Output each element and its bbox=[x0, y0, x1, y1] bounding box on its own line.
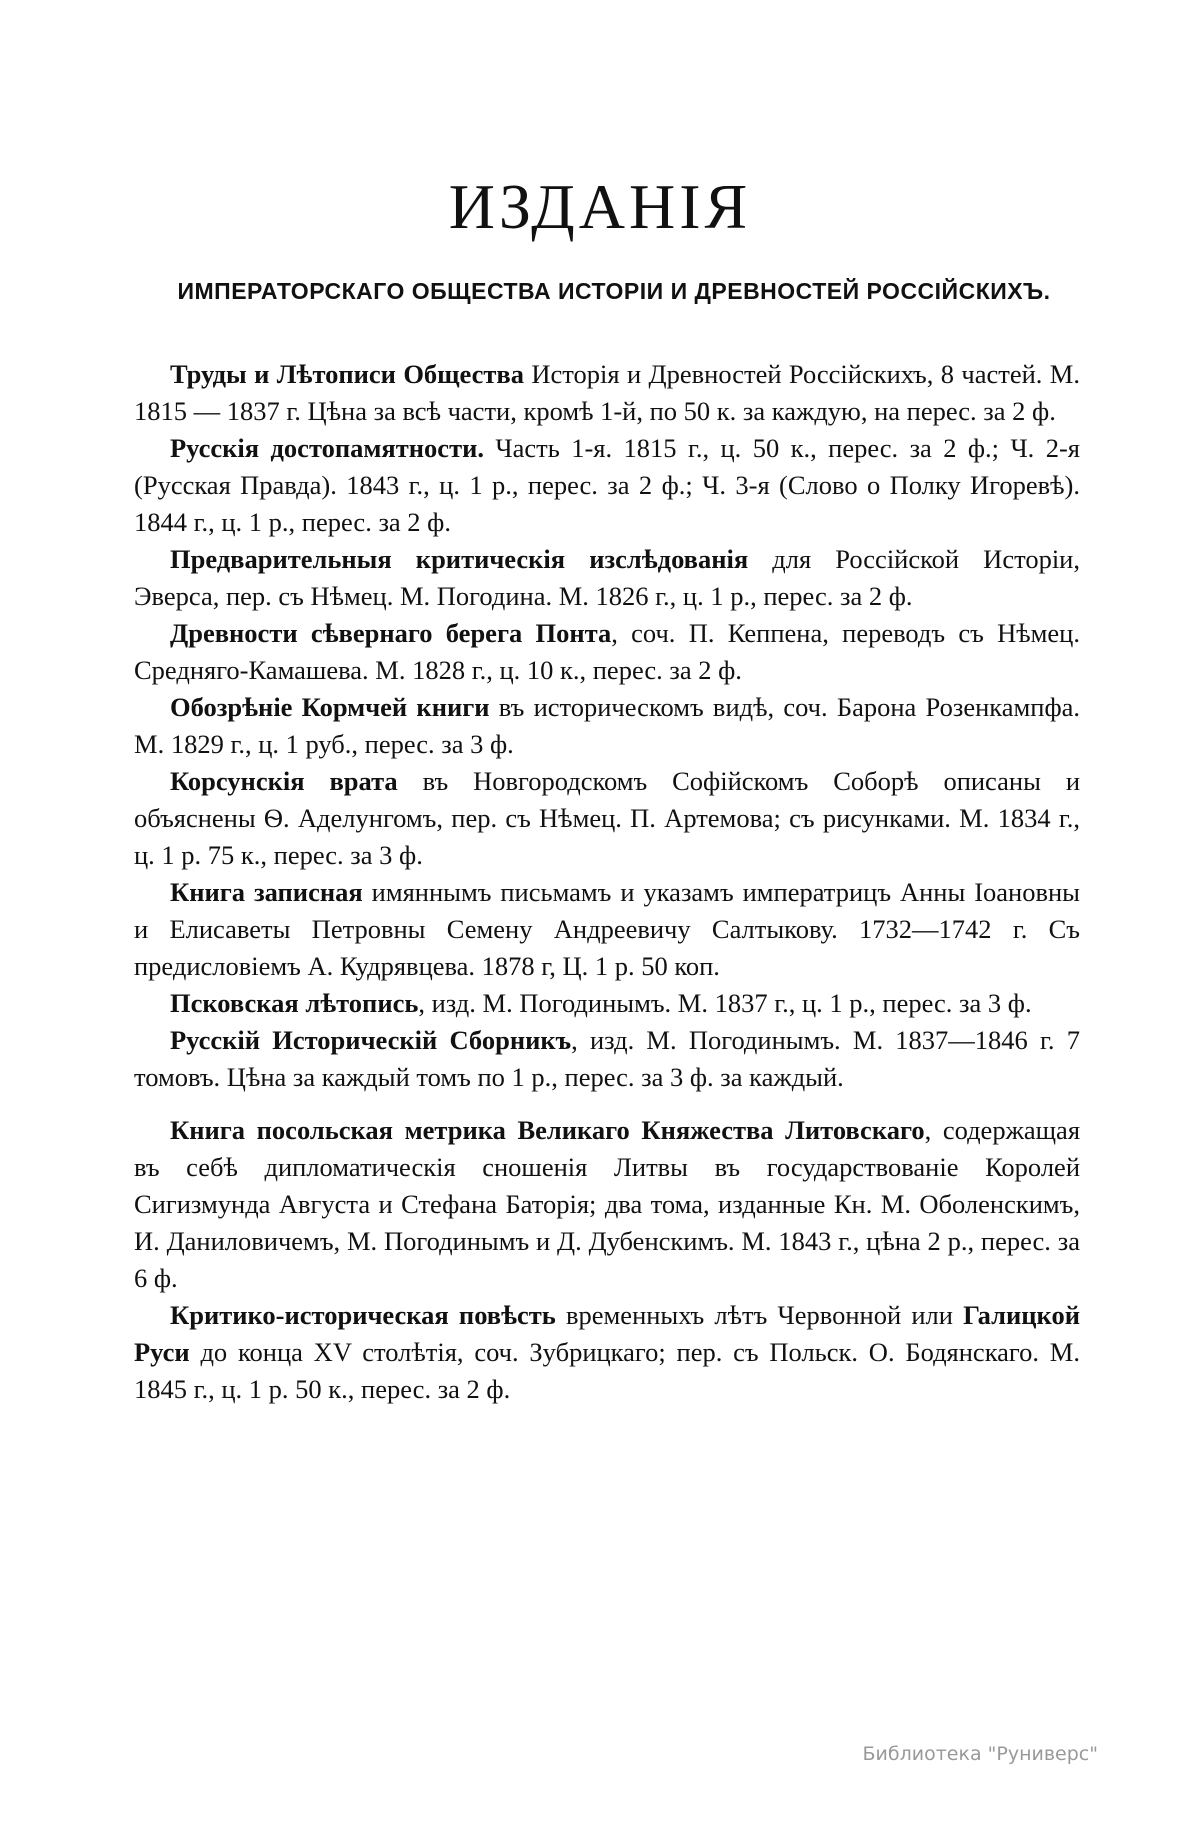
publication-details-secondary: до конца XV столѣтія, соч. Зубрицкаго; пер. съ Польск. О. Бодянскаго. М. 1845 г., ц. 1 р. 50 к., перес. за 2 ф. bbox=[134, 1337, 1080, 1404]
publication-title: Русскій Историческій Сборникъ bbox=[170, 1025, 572, 1055]
page-subtitle: ИМПЕРАТОРСКАГО ОБЩЕСТВА ИСТОРІИ И ДРЕВНОСТЕЙ РОССІЙСКИХЪ. bbox=[177, 278, 1051, 304]
publication-details: Исторія и Древностей Россійскихъ, 8 частей. М. 1815 — 1837 г. Цѣна за всѣ части, кромѣ 1-й, по 50 к. за каждую, на перес. за 2 ф. bbox=[134, 359, 1080, 426]
publication-title: Книга посольская метрика Великаго Княжества Литовскаго bbox=[170, 1115, 925, 1145]
publication-entry bbox=[134, 356, 1080, 430]
publication-details: въ историческомъ видѣ, соч. Барона Розенкампфа. М. 1829 г., ц. 1 руб., перес. за 3 ф. bbox=[134, 692, 1081, 759]
publication-details: Часть 1-я. 1815 г., ц. 50 к., перес. за 2 ф.; Ч. 2-я (Русская Правда). 1843 г., ц. 1 р., перес. за 2 ф.; Ч. 3-я (Слово о Полку Игоревѣ). 1844 г., ц. 1 р., перес. за 2 ф. bbox=[134, 433, 1080, 537]
publication-details: имяннымъ письмамъ и указамъ императрицъ Анны Іоановны и Елисаветы Петровны Семену Андреевичу Салтыкову. 1732—1742 г. Съ предисловіемъ А. Кудрявцева. 1878 г, Ц. 1 р. 50 коп. bbox=[134, 877, 1080, 981]
publication-details: , изд. М. Погодинымъ. М. 1837—1846 г. 7 томовъ. Цѣна за каждый томъ по 1 р., перес. за 3 ф. за каждый. bbox=[134, 1025, 1080, 1092]
publication-details: для Россійской Исторіи, Эверса, пер. съ Нѣмец. М. Погодина. М. 1826 г., ц. 1 р., перес. за 2 ф. bbox=[134, 544, 1080, 611]
publication-entry bbox=[134, 615, 1080, 689]
publication-title: Древности сѣвернаго берега Понта bbox=[170, 618, 612, 648]
publication-details: , соч. П. Кеппена, переводъ съ Нѣмец. Средняго-Камашева. М. 1828 г., ц. 10 к., перес. за 2 ф. bbox=[134, 618, 1080, 685]
publication-entry bbox=[134, 689, 1080, 763]
publication-details: , изд. М. Погодинымъ. М. 1837 г., ц. 1 р., перес. за 3 ф. bbox=[418, 988, 1032, 1018]
library-watermark: Библиотека "Руниверс" bbox=[862, 1743, 1098, 1765]
publication-entry bbox=[134, 541, 1080, 615]
publication-entry bbox=[134, 1112, 1080, 1297]
publication-list bbox=[134, 356, 1080, 1408]
publication-title: Русскія достопамятности. bbox=[170, 433, 484, 463]
publication-entry bbox=[134, 763, 1080, 874]
publication-title: Корсунскія врата bbox=[170, 766, 398, 796]
publication-title: Обозрѣніе Кормчей книги bbox=[170, 692, 490, 722]
publication-entry bbox=[134, 430, 1080, 541]
publication-details: временныхъ лѣтъ Червонной или bbox=[555, 1300, 964, 1330]
page-title: ИЗДАНІЯ bbox=[448, 171, 752, 242]
publication-entry bbox=[134, 1297, 1080, 1408]
publication-title: Критико-историческая повѣсть bbox=[170, 1300, 556, 1330]
publication-title-secondary: Галицкой Руси bbox=[134, 1300, 1080, 1367]
publication-details: , содержащая въ себѣ дипломатическія сношенія Литвы въ государствованіе Королей Сигизмунда Августа и Стефана Баторія; два тома, изданные Кн. М. Оболенскимъ, И. Даниловичемъ, М. Погодинымъ и Д. Дубенскимъ. М. 1843 г., цѣна 2 р., перес. за 6 ф. bbox=[134, 1115, 1081, 1293]
publication-title: Книга записная bbox=[170, 877, 363, 907]
publication-title: Псковская лѣтопись bbox=[170, 988, 419, 1018]
publication-entry bbox=[134, 874, 1080, 985]
publication-details: въ Новгородскомъ Софійскомъ Соборѣ описаны и объяснены Ѳ. Аделунгомъ, пер. съ Нѣмец. П. Артемова; съ рисунками. М. 1834 г., ц. 1 р. 75 к., перес. за 3 ф. bbox=[134, 766, 1081, 870]
publication-title: Предварительныя критическія изслѣдованія bbox=[170, 544, 749, 574]
publication-title: Труды и Лѣтописи Общества bbox=[170, 359, 524, 389]
publication-entry bbox=[134, 985, 1080, 1022]
publication-entry bbox=[134, 1022, 1080, 1096]
